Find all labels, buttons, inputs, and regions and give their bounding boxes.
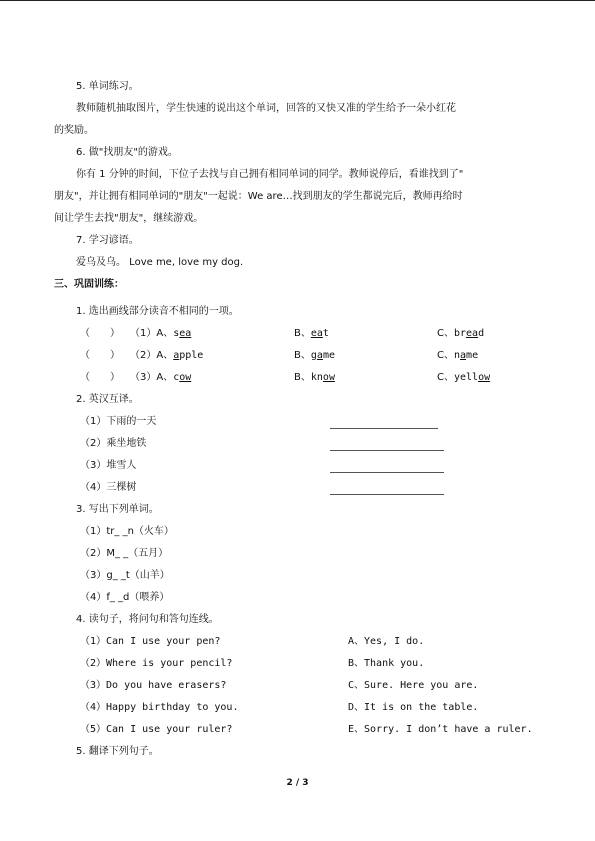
option-b: B、game bbox=[294, 350, 335, 361]
underlined-letters: ea bbox=[179, 328, 192, 339]
option-b: B、know bbox=[294, 372, 335, 383]
sec6-title: 6. 做"找朋友"的游戏。 bbox=[76, 147, 178, 158]
q4-question: （1）Can I use your pen? bbox=[80, 636, 221, 647]
underlined-letters: ow bbox=[179, 372, 192, 383]
q2-item: （1）下雨的一天 bbox=[80, 416, 157, 427]
option-a: （2）A、apple bbox=[130, 350, 204, 361]
underlined-letters: a bbox=[316, 350, 323, 361]
q3-item: （3）g_ _t（山羊） bbox=[80, 570, 170, 581]
answer-blank[interactable] bbox=[330, 428, 438, 429]
q4-title: 4. 读句子，将问句和答句连线。 bbox=[76, 614, 219, 625]
option-a: （1）A、sea bbox=[130, 328, 192, 339]
q2-title: 2. 英汉互译。 bbox=[76, 394, 139, 405]
q3-item: （1）tr_ _n（火车） bbox=[80, 526, 174, 537]
q2-item: （4）三棵树 bbox=[80, 482, 137, 493]
option-a: （3）A、cow bbox=[130, 372, 192, 383]
sec6-paragraph-line3: 间让学生去找"朋友"，继续游戏。 bbox=[54, 213, 204, 224]
q4-question: （3）Do you have erasers? bbox=[80, 680, 227, 691]
sec7-title: 7. 学习谚语。 bbox=[76, 235, 139, 246]
q2-item: （3）堆雪人 bbox=[80, 460, 137, 471]
answer-blank[interactable] bbox=[330, 494, 444, 495]
sec6-paragraph-line1: 你有 1 分钟的时间，下位子去找与自己拥有相同单词的同学。教师说停后，看谁找到了" bbox=[76, 169, 464, 180]
q2-item: （2）乘坐地铁 bbox=[80, 438, 147, 449]
q4-question: （5）Can I use your ruler? bbox=[80, 724, 233, 735]
q4-question: （4）Happy birthday to you. bbox=[80, 702, 239, 713]
underlined-letters: ow bbox=[322, 372, 335, 383]
underlined-letters: ea bbox=[466, 328, 479, 339]
page-number: 2 / 3 bbox=[286, 778, 309, 788]
q4-answer: D、It is on the table. bbox=[348, 702, 479, 713]
sec5-paragraph-line2: 的奖励。 bbox=[54, 125, 94, 136]
answer-paren[interactable]: （ ） bbox=[80, 328, 120, 339]
option-c: C、bread bbox=[437, 328, 485, 339]
option-c: C、yellow bbox=[437, 372, 491, 383]
sec5-title: 5. 单词练习。 bbox=[76, 81, 139, 92]
section-heading: 三、巩固训练： bbox=[54, 279, 124, 290]
sec6-paragraph-line2: 朋友"，并让拥有相同单词的"朋友"一起说：We are…找到朋友的学生都说完后，教师再给时 bbox=[54, 191, 463, 202]
answer-paren[interactable]: （ ） bbox=[80, 350, 120, 361]
q4-answer: A、Yes, I do. bbox=[348, 636, 425, 647]
proverb: 爱乌及乌。 Love me, love my dog. bbox=[76, 257, 244, 268]
top-rule bbox=[0, 0, 595, 1]
answer-blank[interactable] bbox=[330, 450, 444, 451]
q1-title: 1. 选出画线部分读音不相同的一项。 bbox=[76, 306, 239, 317]
q4-answer: B、Thank you. bbox=[348, 658, 425, 669]
underlined-letters: a bbox=[460, 350, 467, 361]
underlined-letters: ow bbox=[478, 372, 491, 383]
sec5-paragraph-line1: 教师随机抽取图片，学生快速的说出这个单词，回答的又快又准的学生给予一朵小红花 bbox=[76, 103, 456, 114]
underlined-letters: ea bbox=[310, 328, 323, 339]
q5-title: 5. 翻译下列句子。 bbox=[76, 746, 159, 757]
underlined-letters: a bbox=[173, 350, 180, 361]
option-b: B、eat bbox=[294, 328, 329, 339]
option-c: C、name bbox=[437, 350, 479, 361]
q3-item: （4）f_ _d（喂养） bbox=[80, 592, 170, 603]
q3-title: 3. 写出下列单词。 bbox=[76, 504, 159, 515]
answer-paren[interactable]: （ ） bbox=[80, 372, 120, 383]
q4-answer: E、Sorry. I don’t have a ruler. bbox=[348, 724, 533, 735]
q4-answer: C、Sure. Here you are. bbox=[348, 680, 479, 691]
q4-question: （2）Where is your pencil? bbox=[80, 658, 233, 669]
answer-blank[interactable] bbox=[330, 472, 444, 473]
q3-item: （2）M_ _（五月） bbox=[80, 548, 169, 559]
